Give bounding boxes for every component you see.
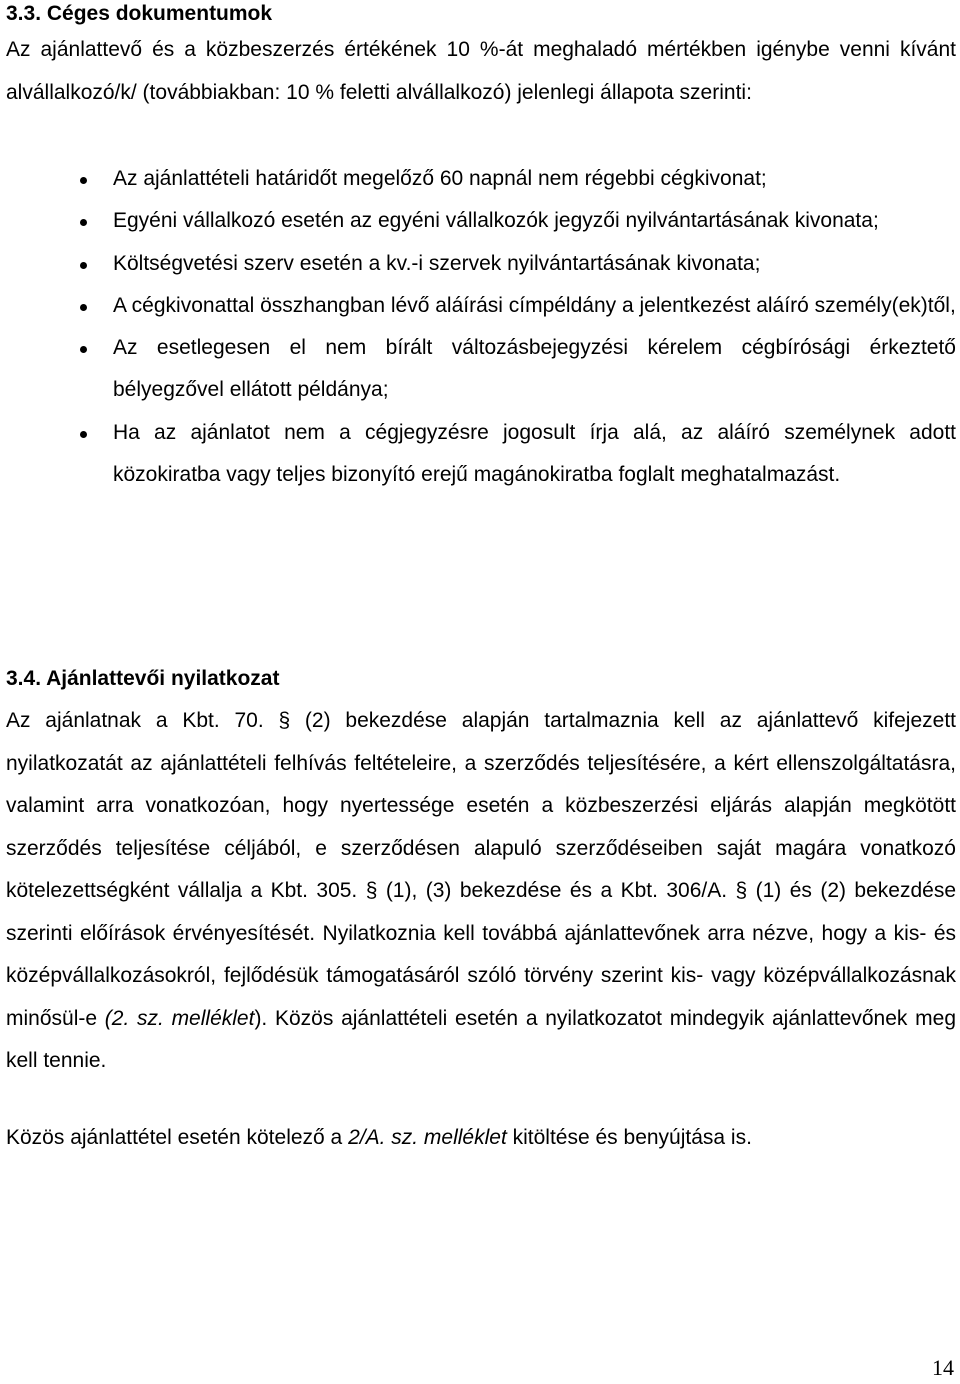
section-heading-3-4: 3.4. Ajánlattevői nyilatkozat <box>6 667 280 690</box>
list-item: Ha az ajánlatot nem a cégjegyzésre jogosult írja alá, az aláíró személynek adott közokiratba vagy teljes bizonyító erejű magánokiratba foglalt meghatalmazást. <box>6 412 956 497</box>
intro-paragraph: Az ajánlattevő és a közbeszerzés értékének 10 %-át meghaladó mértékben igénybe venni kívánt alvállalkozó/k/ (továbbiakban: 10 % feletti alvállalkozó) jelenlegi állapota szerinti: <box>6 38 956 104</box>
annex-reference: 2/A. sz. melléklet <box>348 1126 507 1149</box>
list-item: A cégkivonattal összhangban lévő aláírási címpéldány a jelentkezést aláíró személy(ek)től, <box>6 285 956 327</box>
bullet-icon <box>80 304 87 311</box>
bullet-icon <box>80 262 87 269</box>
annex-reference: (2. sz. melléklet <box>104 1006 255 1030</box>
bullet-icon <box>80 431 87 438</box>
list-item: Egyéni vállalkozó esetén az egyéni vállalkozók jegyzői nyilvántartásának kivonata; <box>6 200 956 242</box>
bullet-icon <box>80 346 87 353</box>
bullet-icon <box>80 219 87 226</box>
page-number: 14 <box>932 1355 954 1380</box>
list-item: Az ajánlattételi határidőt megelőző 60 napnál nem régebbi cégkivonat; <box>6 158 956 200</box>
list-item: Költségvetési szerv esetén a kv.-i szervek nyilvántartásának kivonata; <box>6 243 956 285</box>
bullet-icon <box>80 177 87 184</box>
list-item: Az esetlegesen el nem bírált változásbejegyzési kérelem cégbírósági érkeztető bélyegzővel ellátott példánya; <box>6 327 956 412</box>
declaration-paragraph: Az ajánlatnak a Kbt. 70. § (2) bekezdése alapján tartalmaznia kell az ajánlattevő kifejezett nyilatkozatát az ajánlattételi felhívás feltételeire, a szerződés teljesítésére, a kért ellenszolgáltatásra, valamint arra vonatkozóan, hogy nyertessége esetén a közbeszerzési eljárás alapján megkötött szerződés teljesítése céljából, e szerződésen alapuló szerződéseiben saját magára vonatkozó kötelezettségként vállalja a Kbt. 305. § (1), (3) bekezdése és a Kbt. 306/A. § (1) és (2) bekezdése szerinti előírások érvényesítését. Nyilatkoznia kell továbbá ajánlattevőnek arra nézve, hogy a kis- és középvállalkozásokról, fejlődésük támogatásáról szóló törvény szerint kis- vagy középvállalkozásnak minősül-e (2. sz. melléklet). Közös ajánlattételi esetén a nyilatkozatot mindegyik ajánlattevőnek meg kell tennie. <box>6 709 956 1072</box>
joint-bid-paragraph: Közös ajánlattétel esetén kötelező a 2/A. sz. melléklet kitöltése és benyújtása is. <box>6 1126 752 1149</box>
section-heading-3-3: 3.3. Céges dokumentumok <box>6 2 273 25</box>
document-requirements-list <box>6 158 956 496</box>
